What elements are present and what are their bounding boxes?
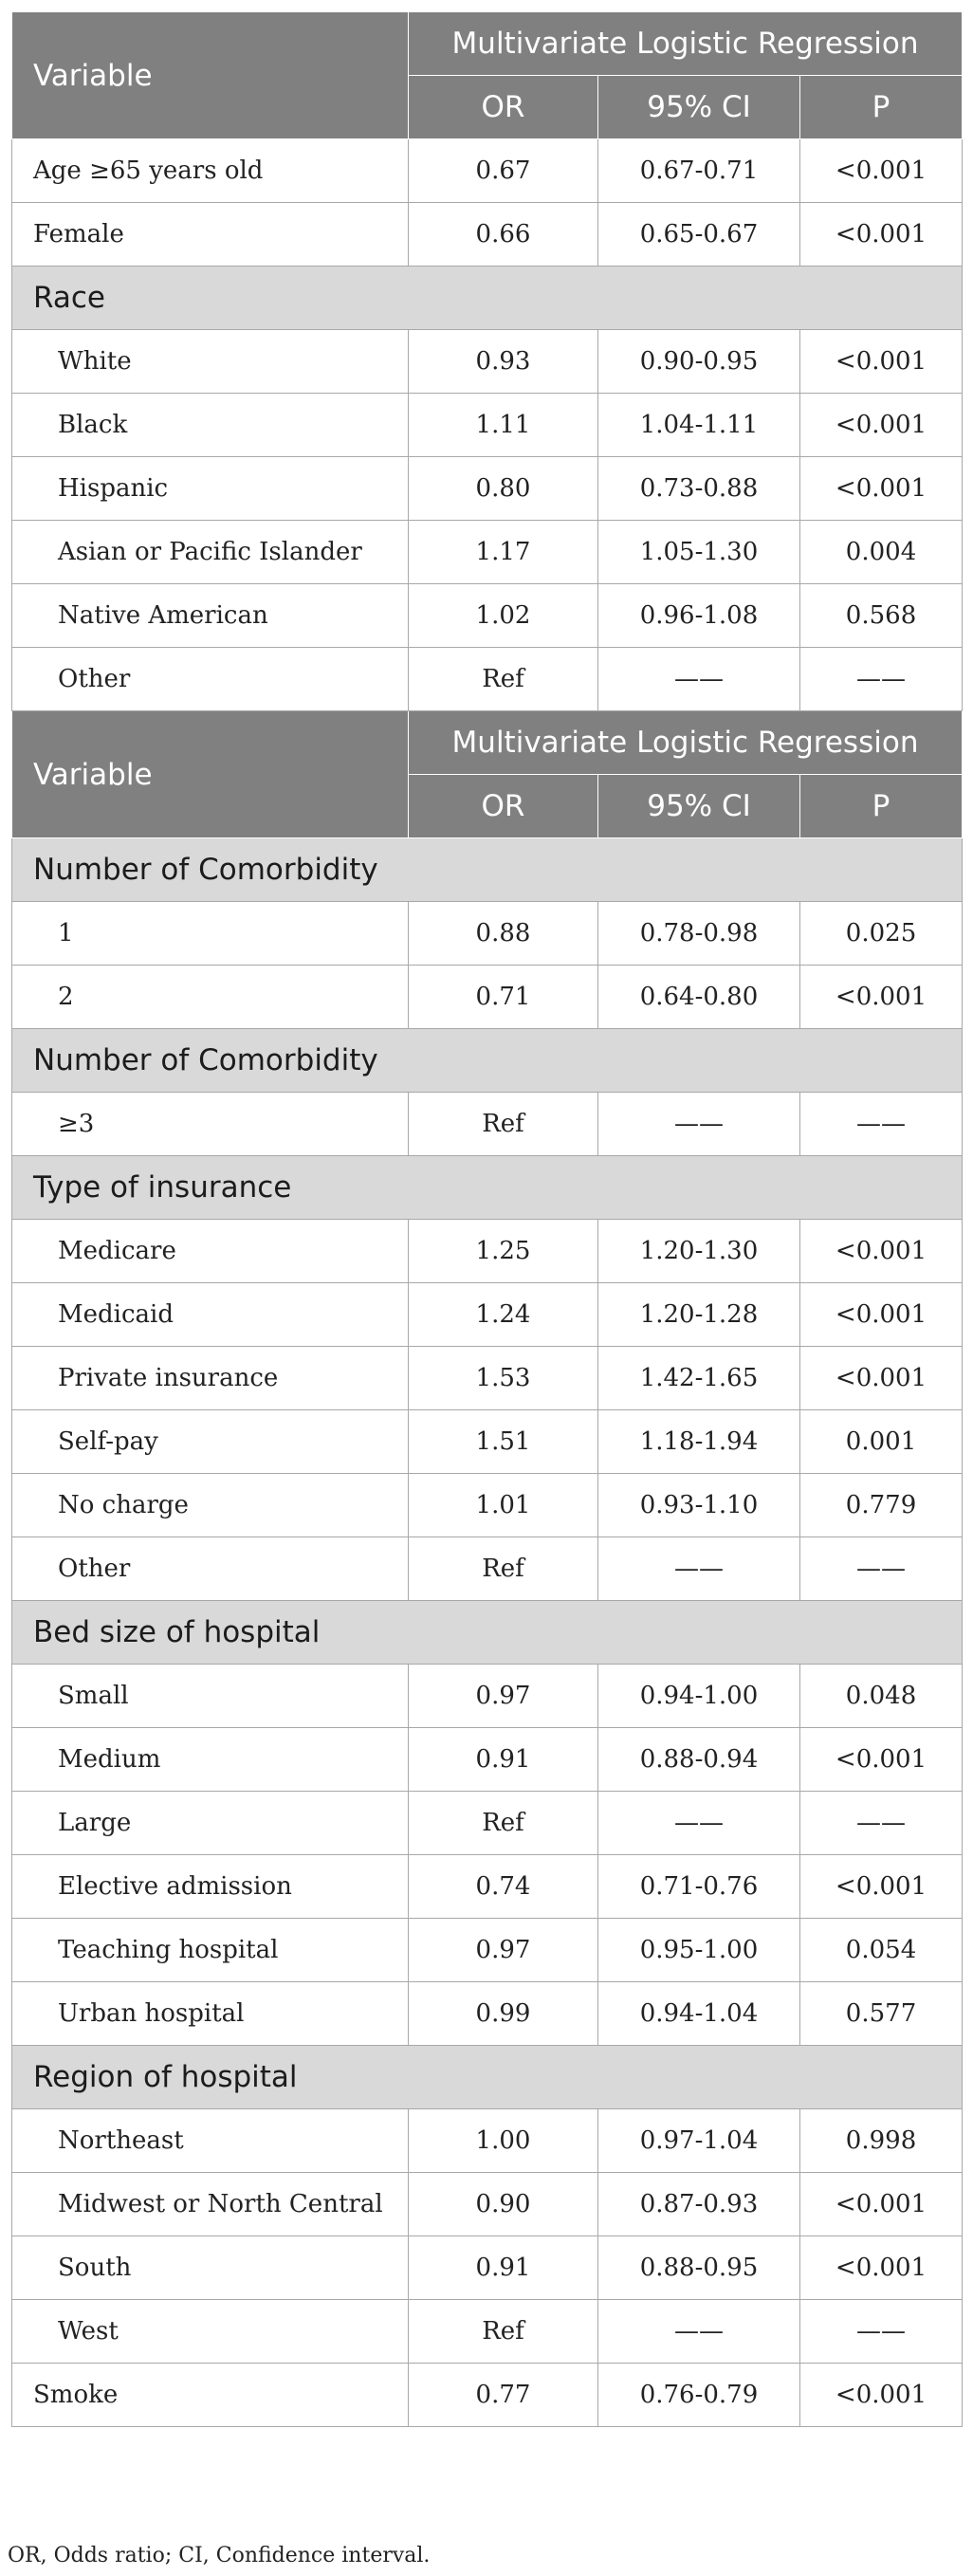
table-row: [12, 1093, 963, 1156]
odds-ratio-cell: 1.25: [409, 1220, 598, 1283]
p-value-cell: <0.001: [800, 2236, 963, 2300]
section-row: [12, 1601, 963, 1665]
row-label: Northeast: [12, 2109, 409, 2173]
confidence-interval-cell: 0.88-0.95: [598, 2236, 800, 2300]
table-row: [12, 457, 963, 521]
table-row: [12, 2236, 963, 2300]
odds-ratio-cell: 0.91: [409, 2236, 598, 2300]
header-group: Multivariate Logistic Regression: [409, 12, 963, 76]
table-body: [12, 12, 963, 2427]
odds-ratio-cell: 0.66: [409, 203, 598, 267]
row-label: Medicaid: [12, 1283, 409, 1347]
confidence-interval-cell: 0.96-1.08: [598, 584, 800, 648]
row-label: Black: [12, 394, 409, 457]
table-row: [12, 2109, 963, 2173]
header-row: [12, 711, 963, 775]
confidence-interval-cell: 0.78-0.98: [598, 902, 800, 966]
table-row: [12, 521, 963, 584]
odds-ratio-cell: 0.88: [409, 902, 598, 966]
section-row: [12, 1029, 963, 1093]
section-label: Region of hospital: [12, 2046, 963, 2109]
odds-ratio-cell: 0.99: [409, 1982, 598, 2046]
section-label: Bed size of hospital: [12, 1601, 963, 1665]
row-label: Female: [12, 203, 409, 267]
confidence-interval-cell: 0.95-1.00: [598, 1919, 800, 1982]
odds-ratio-cell: Ref: [409, 648, 598, 711]
p-value-cell: 0.001: [800, 1410, 963, 1474]
row-label: West: [12, 2300, 409, 2364]
odds-ratio-cell: Ref: [409, 1792, 598, 1855]
row-label: Hispanic: [12, 457, 409, 521]
confidence-interval-cell: ——: [598, 1792, 800, 1855]
p-value-cell: <0.001: [800, 1855, 963, 1919]
header-group: Multivariate Logistic Regression: [409, 711, 963, 775]
confidence-interval-cell: 0.93-1.10: [598, 1474, 800, 1537]
odds-ratio-cell: 0.77: [409, 2364, 598, 2427]
odds-ratio-cell: 1.51: [409, 1410, 598, 1474]
section-label: Type of insurance: [12, 1156, 963, 1220]
confidence-interval-cell: 0.76-0.79: [598, 2364, 800, 2427]
table-row: [12, 139, 963, 203]
row-label: Urban hospital: [12, 1982, 409, 2046]
row-label: ≥3: [12, 1093, 409, 1156]
table-row: [12, 1474, 963, 1537]
odds-ratio-cell: 0.91: [409, 1728, 598, 1792]
table-row: [12, 2300, 963, 2364]
table-row: [12, 1919, 963, 1982]
table-row: [12, 2364, 963, 2427]
p-value-cell: 0.568: [800, 584, 963, 648]
table-row: [12, 648, 963, 711]
row-label: Small: [12, 1665, 409, 1728]
table-row: [12, 394, 963, 457]
row-label: Smoke: [12, 2364, 409, 2427]
odds-ratio-cell: 1.02: [409, 584, 598, 648]
header-ci: 95% CI: [598, 775, 800, 838]
header-or: OR: [409, 775, 598, 838]
row-label: 1: [12, 902, 409, 966]
table-row: [12, 902, 963, 966]
p-value-cell: <0.001: [800, 394, 963, 457]
confidence-interval-cell: 1.05-1.30: [598, 521, 800, 584]
p-value-cell: 0.048: [800, 1665, 963, 1728]
section-label: Number of Comorbidity: [12, 838, 963, 902]
p-value-cell: ——: [800, 2300, 963, 2364]
header-variable: Variable: [12, 711, 409, 838]
p-value-cell: <0.001: [800, 139, 963, 203]
table-row: [12, 966, 963, 1029]
odds-ratio-cell: 0.93: [409, 330, 598, 394]
table-row: [12, 1665, 963, 1728]
odds-ratio-cell: 0.71: [409, 966, 598, 1029]
confidence-interval-cell: 0.90-0.95: [598, 330, 800, 394]
header-p: P: [800, 76, 963, 139]
confidence-interval-cell: 0.97-1.04: [598, 2109, 800, 2173]
odds-ratio-cell: 0.97: [409, 1665, 598, 1728]
odds-ratio-cell: 0.90: [409, 2173, 598, 2236]
confidence-interval-cell: 1.42-1.65: [598, 1347, 800, 1410]
row-label: Native American: [12, 584, 409, 648]
regression-table: [11, 11, 963, 2427]
row-label: 2: [12, 966, 409, 1029]
row-label: No charge: [12, 1474, 409, 1537]
table-row: [12, 330, 963, 394]
table-row: [12, 1855, 963, 1919]
confidence-interval-cell: ——: [598, 1537, 800, 1601]
table-row: [12, 1792, 963, 1855]
p-value-cell: <0.001: [800, 1728, 963, 1792]
confidence-interval-cell: 1.20-1.30: [598, 1220, 800, 1283]
table-row: [12, 1982, 963, 2046]
header-p: P: [800, 775, 963, 838]
odds-ratio-cell: 0.80: [409, 457, 598, 521]
row-label: Midwest or North Central: [12, 2173, 409, 2236]
p-value-cell: 0.004: [800, 521, 963, 584]
odds-ratio-cell: 0.67: [409, 139, 598, 203]
header-or: OR: [409, 76, 598, 139]
p-value-cell: 0.054: [800, 1919, 963, 1982]
odds-ratio-cell: Ref: [409, 1537, 598, 1601]
row-label: Other: [12, 1537, 409, 1601]
confidence-interval-cell: 1.18-1.94: [598, 1410, 800, 1474]
p-value-cell: <0.001: [800, 203, 963, 267]
odds-ratio-cell: 0.97: [409, 1919, 598, 1982]
p-value-cell: <0.001: [800, 1347, 963, 1410]
row-label: Self-pay: [12, 1410, 409, 1474]
table-footnote: OR, Odds ratio; CI, Confidence interval.: [8, 2544, 431, 2567]
confidence-interval-cell: ——: [598, 2300, 800, 2364]
table-row: [12, 1537, 963, 1601]
table-row: [12, 1347, 963, 1410]
confidence-interval-cell: 0.94-1.04: [598, 1982, 800, 2046]
p-value-cell: <0.001: [800, 2173, 963, 2236]
header-variable: Variable: [12, 12, 409, 139]
odds-ratio-cell: 1.00: [409, 2109, 598, 2173]
p-value-cell: ——: [800, 1093, 963, 1156]
row-label: Age ≥65 years old: [12, 139, 409, 203]
row-label: Elective admission: [12, 1855, 409, 1919]
odds-ratio-cell: Ref: [409, 1093, 598, 1156]
table-row: [12, 1220, 963, 1283]
table-row: [12, 203, 963, 267]
confidence-interval-cell: ——: [598, 648, 800, 711]
table-row: [12, 1283, 963, 1347]
row-label: Medicare: [12, 1220, 409, 1283]
row-label: Large: [12, 1792, 409, 1855]
odds-ratio-cell: 1.17: [409, 521, 598, 584]
section-row: [12, 1156, 963, 1220]
odds-ratio-cell: 1.24: [409, 1283, 598, 1347]
confidence-interval-cell: 0.88-0.94: [598, 1728, 800, 1792]
confidence-interval-cell: 0.94-1.00: [598, 1665, 800, 1728]
p-value-cell: 0.779: [800, 1474, 963, 1537]
confidence-interval-cell: 0.87-0.93: [598, 2173, 800, 2236]
confidence-interval-cell: 0.67-0.71: [598, 139, 800, 203]
table-row: [12, 2173, 963, 2236]
odds-ratio-cell: 1.01: [409, 1474, 598, 1537]
p-value-cell: ——: [800, 648, 963, 711]
p-value-cell: 0.025: [800, 902, 963, 966]
row-label: Asian or Pacific Islander: [12, 521, 409, 584]
confidence-interval-cell: 0.64-0.80: [598, 966, 800, 1029]
section-label: Race: [12, 267, 963, 330]
confidence-interval-cell: 1.20-1.28: [598, 1283, 800, 1347]
table-row: [12, 584, 963, 648]
table-row: [12, 1410, 963, 1474]
header-ci: 95% CI: [598, 76, 800, 139]
p-value-cell: ——: [800, 1792, 963, 1855]
header-row: [12, 12, 963, 76]
row-label: South: [12, 2236, 409, 2300]
odds-ratio-cell: 1.11: [409, 394, 598, 457]
p-value-cell: <0.001: [800, 2364, 963, 2427]
section-row: [12, 267, 963, 330]
confidence-interval-cell: ——: [598, 1093, 800, 1156]
odds-ratio-cell: 1.53: [409, 1347, 598, 1410]
section-row: [12, 838, 963, 902]
confidence-interval-cell: 0.73-0.88: [598, 457, 800, 521]
p-value-cell: <0.001: [800, 457, 963, 521]
row-label: Other: [12, 648, 409, 711]
section-row: [12, 2046, 963, 2109]
row-label: Medium: [12, 1728, 409, 1792]
p-value-cell: 0.577: [800, 1982, 963, 2046]
odds-ratio-cell: Ref: [409, 2300, 598, 2364]
p-value-cell: <0.001: [800, 1283, 963, 1347]
odds-ratio-cell: 0.74: [409, 1855, 598, 1919]
p-value-cell: <0.001: [800, 1220, 963, 1283]
table-row: [12, 1728, 963, 1792]
confidence-interval-cell: 0.71-0.76: [598, 1855, 800, 1919]
p-value-cell: <0.001: [800, 966, 963, 1029]
p-value-cell: 0.998: [800, 2109, 963, 2173]
p-value-cell: <0.001: [800, 330, 963, 394]
section-label: Number of Comorbidity: [12, 1029, 963, 1093]
row-label: Private insurance: [12, 1347, 409, 1410]
row-label: White: [12, 330, 409, 394]
p-value-cell: ——: [800, 1537, 963, 1601]
confidence-interval-cell: 1.04-1.11: [598, 394, 800, 457]
confidence-interval-cell: 0.65-0.67: [598, 203, 800, 267]
row-label: Teaching hospital: [12, 1919, 409, 1982]
